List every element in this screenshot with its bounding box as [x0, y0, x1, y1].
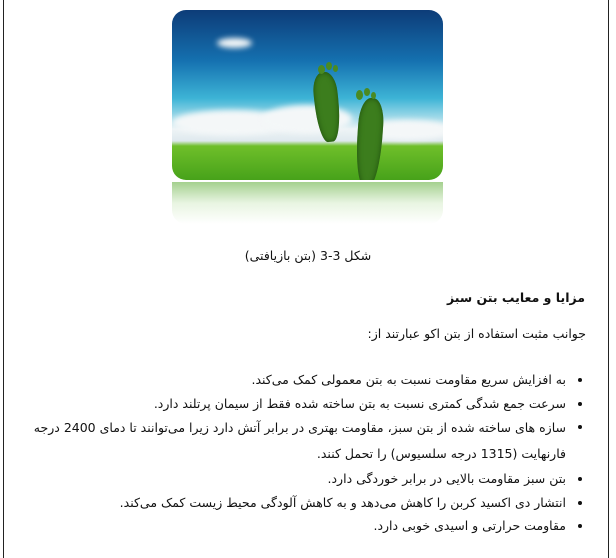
figure-caption: شکل 3-3 (بتن بازیافتی) — [244, 248, 372, 263]
list-item: به افزایش سریع مقاومت نسبت به بتن معمولی کمک می‌کند. — [34, 368, 566, 392]
advantages-list — [34, 368, 566, 538]
list-item: مقاومت حرارتی و اسیدی خوبی دارد. — [34, 514, 566, 538]
image-reflection — [172, 182, 443, 224]
list-item-text: سازه های ساخته شده از بتن سبز، مقاومت بهتری در برابر آتش دارد زیرا می‌توانند تا دمای 2400 درجه — [33, 420, 566, 435]
section-heading: مزایا و معایب بتن سبز — [447, 290, 585, 305]
list-item: سرعت جمع شدگی کمتری نسبت به بتن ساخته شده فقط از سیمان پرتلند دارد. — [34, 392, 566, 416]
list-item-continuation: فارنهایت (1315 درجه سلسیوس) را تحمل کنند. — [316, 446, 566, 461]
list-item: انتشار دی اکسید کربن را کاهش می‌دهد و به کاهش آلودگی محیط زیست کمک می‌کند. — [34, 491, 566, 515]
list-item — [34, 415, 566, 467]
list-item: بتن سبز مقاومت بالایی در برابر خوردگی دارد. — [34, 467, 566, 491]
intro-paragraph: جوانب مثبت استفاده از بتن اکو عبارتند از: — [367, 326, 586, 341]
green-footprint-image — [172, 10, 443, 180]
